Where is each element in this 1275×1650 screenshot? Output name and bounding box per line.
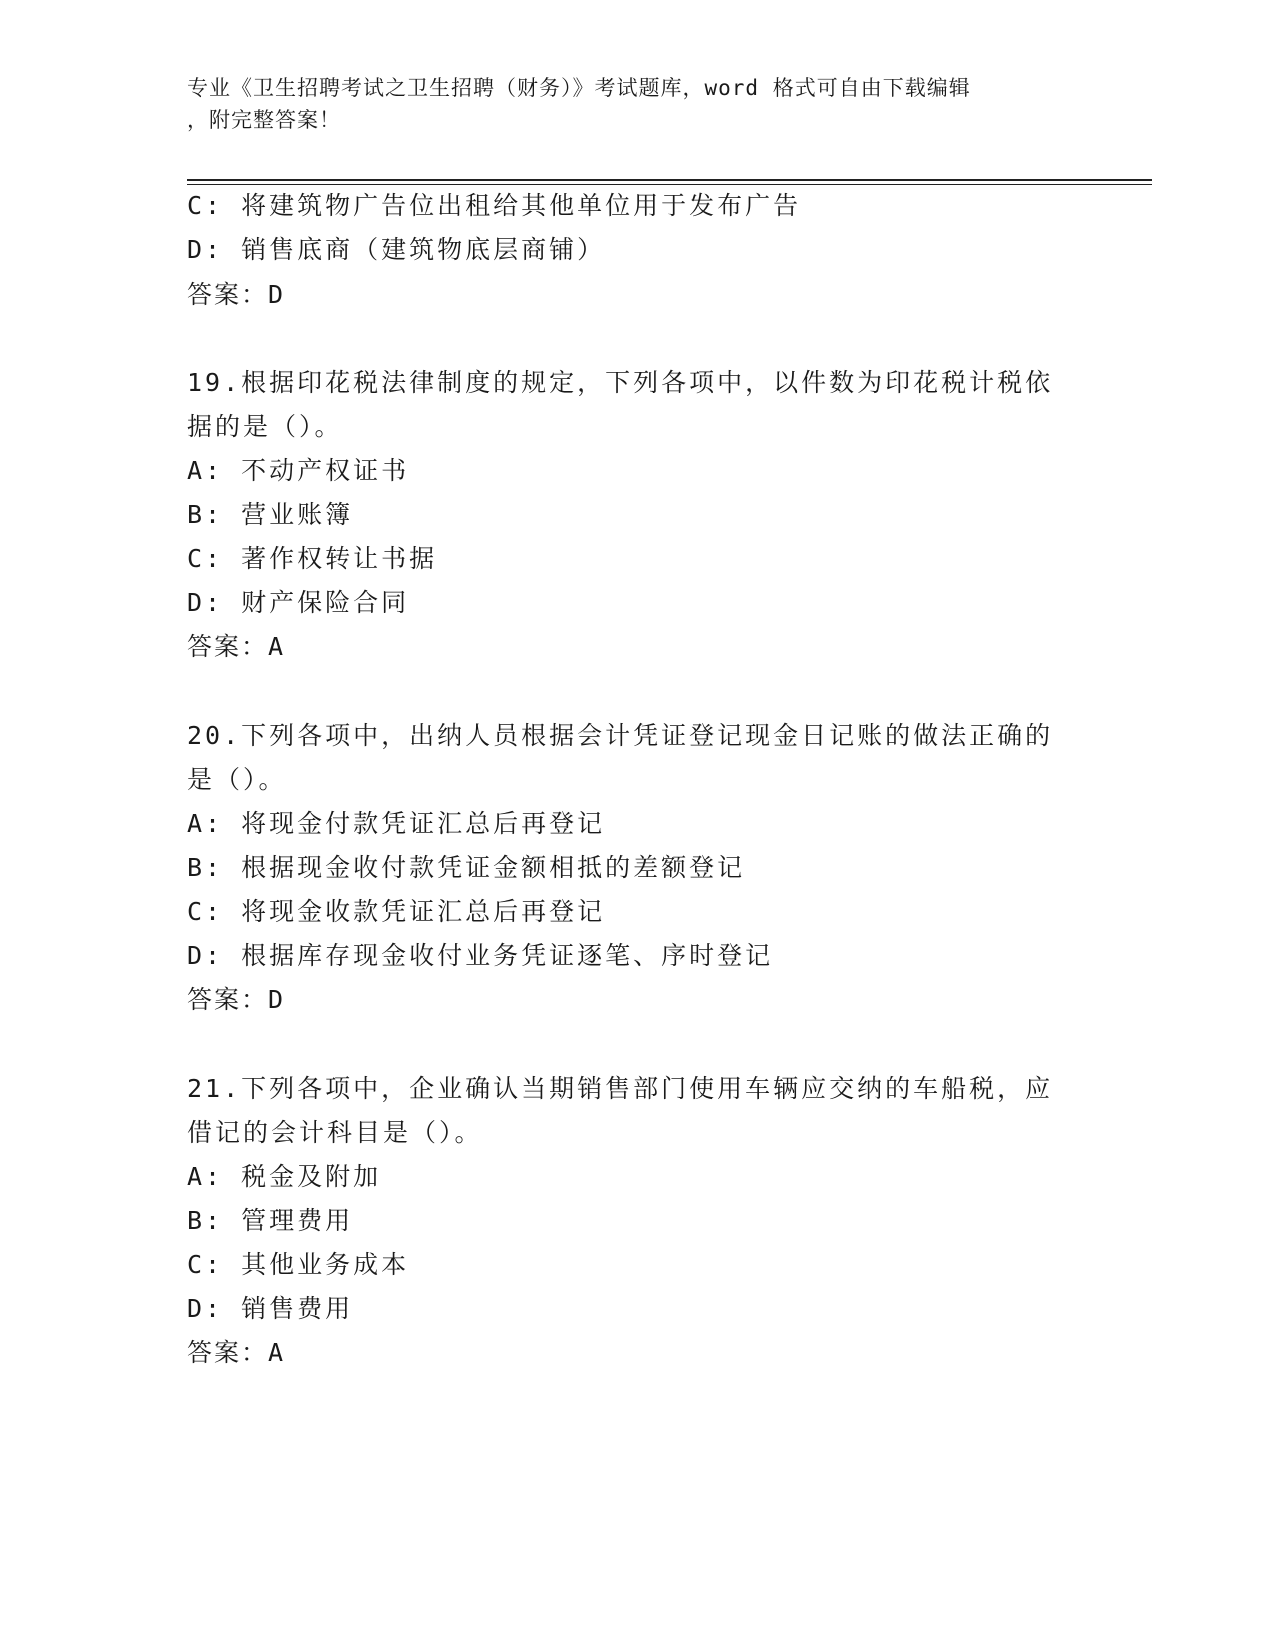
q21-stem-line-2: 借记的会计科目是（）。 [187,1118,483,1147]
q21-option-a: A: 税金及附加 [187,1162,382,1191]
q19-option-a: A: 不动产权证书 [187,456,410,485]
q21-stem-line-1: 21.下列各项中，企业确认当期销售部门使用车辆应交纳的车船税，应 [187,1074,1054,1103]
q21-option-c: C: 其他业务成本 [187,1250,410,1279]
q18-answer: 答案：D [187,280,286,309]
document-header [187,72,1067,136]
q20-stem-line-2: 是（）。 [187,765,287,794]
q19-stem-line-1: 19.根据印花税法律制度的规定，下列各项中，以件数为印花税计税依 [187,368,1054,397]
q19-option-b: B: 营业账簿 [187,500,354,529]
q20-option-a: A: 将现金付款凭证汇总后再登记 [187,809,606,838]
q20-stem-line-1: 20.下列各项中，出纳人员根据会计凭证登记现金日记账的做法正确的 [187,721,1054,750]
q20-answer: 答案：D [187,985,286,1014]
header-line-1: 专业《卫生招聘考试之卫生招聘（财务）》考试题库，word 格式可自由下载编辑 [187,76,971,100]
q18-option-d: D: 销售底商（建筑物底层商铺） [187,235,606,264]
q21-option-d: D: 销售费用 [187,1294,354,1323]
header-divider-thick [187,179,1152,181]
q21-option-b: B: 管理费用 [187,1206,354,1235]
q20-option-d: D: 根据库存现金收付业务凭证逐笔、序时登记 [187,941,774,970]
q19-stem-line-2: 据的是（）。 [187,412,343,441]
q19-option-d: D: 财产保险合同 [187,588,410,617]
q19-option-c: C: 著作权转让书据 [187,544,438,573]
header-line-2: ，附完整答案！ [187,108,341,132]
q20-option-b: B: 根据现金收付款凭证金额相抵的差额登记 [187,853,746,882]
q21-answer: 答案：A [187,1338,286,1367]
q19-answer: 答案：A [187,632,286,661]
q20-option-c: C: 将现金收款凭证汇总后再登记 [187,897,606,926]
header-divider-thin [187,184,1152,185]
q18-option-c: C: 将建筑物广告位出租给其他单位用于发布广告 [187,191,802,220]
